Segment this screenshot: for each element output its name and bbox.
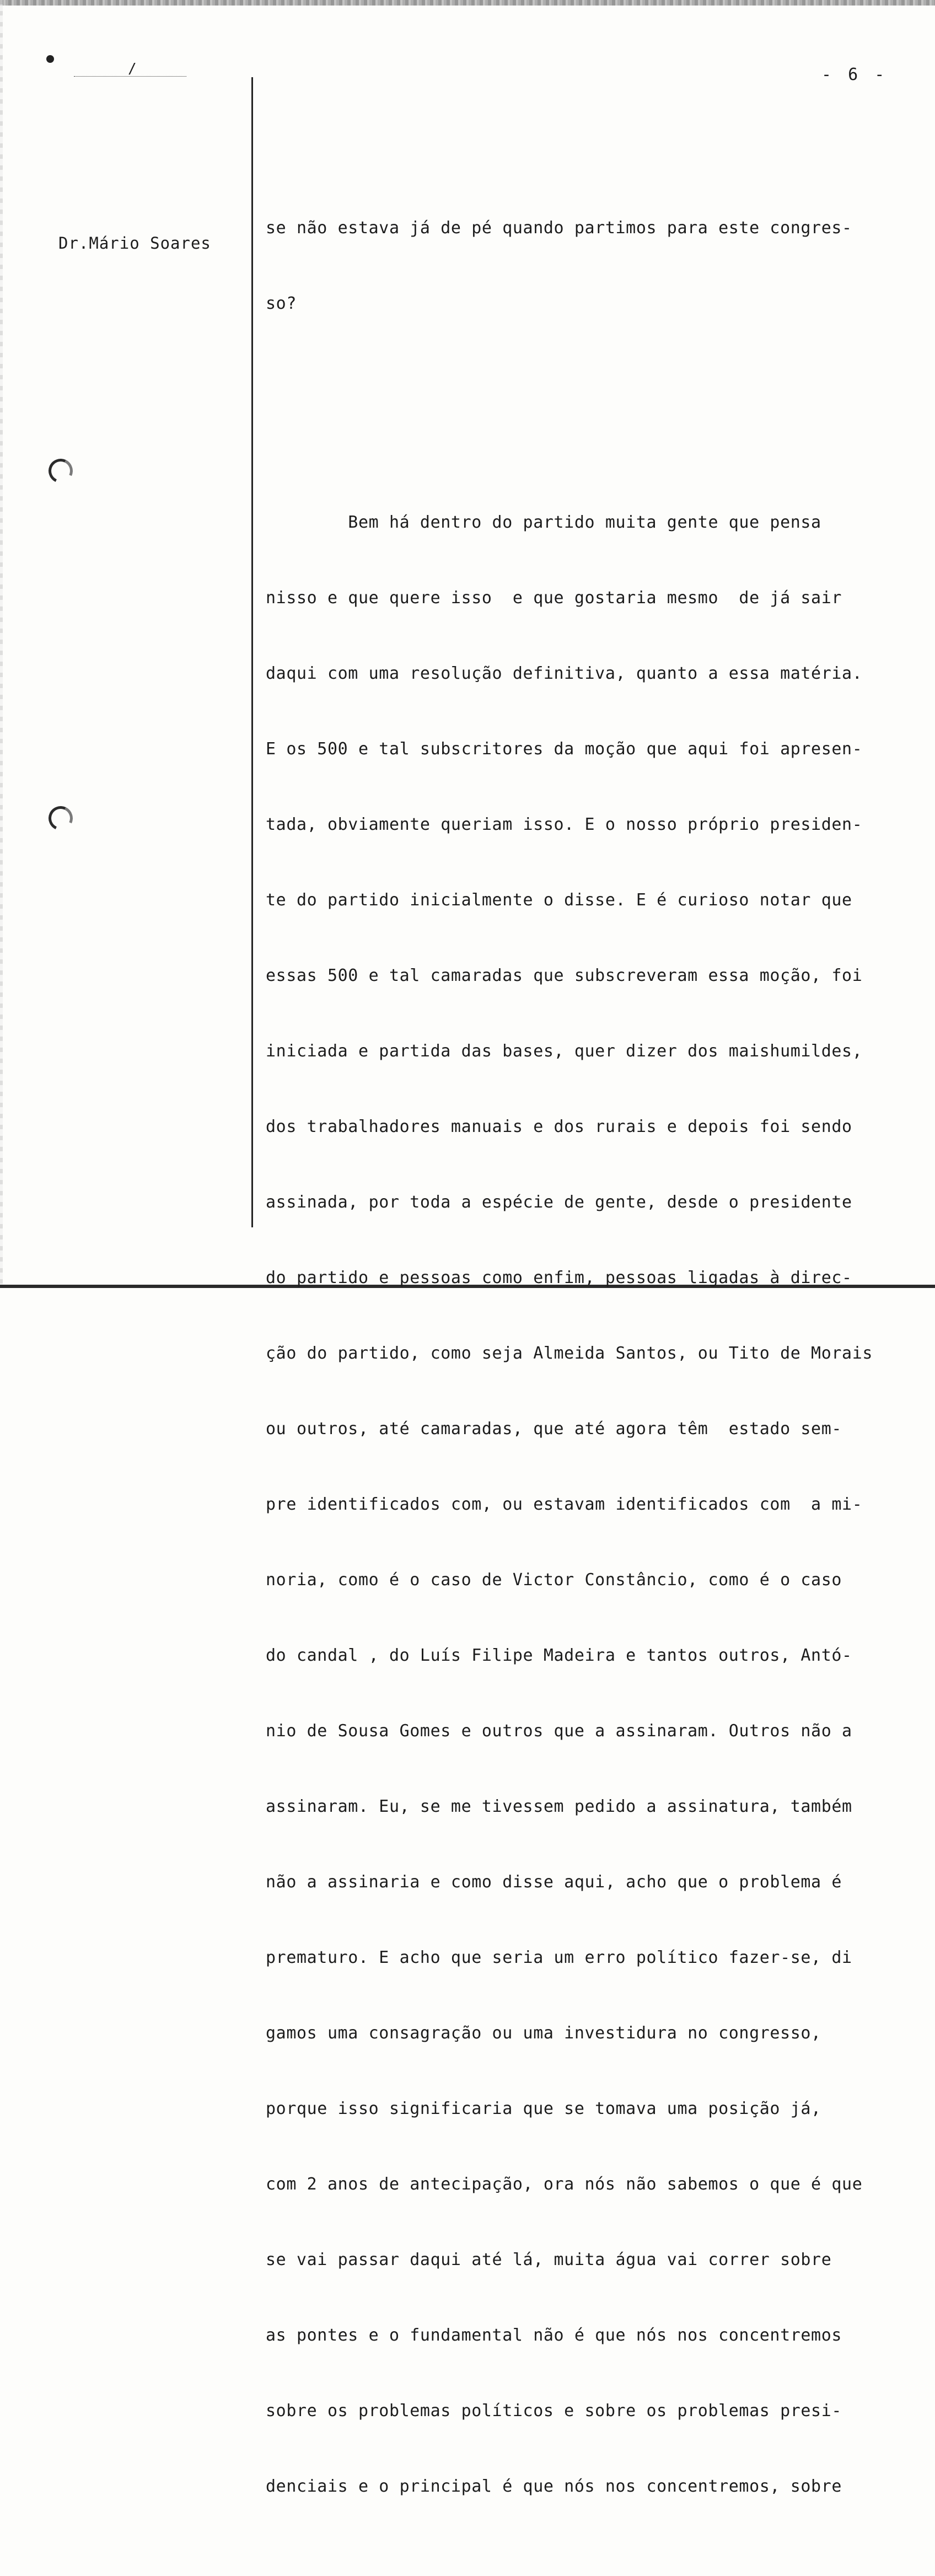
text-line: nio de Sousa Gomes e outros que a assinaram. Outros não a bbox=[266, 1721, 852, 1741]
text-line: denciais e o principal é que nós nos concentremos, sobre bbox=[266, 2477, 842, 2496]
text-line: assinada, por toda a espécie de gente, desde o presidente bbox=[266, 1193, 852, 1212]
text-line: te do partido inicialmente o disse. E é curioso notar que bbox=[266, 890, 852, 910]
text-line: so? bbox=[266, 294, 297, 313]
punch-hole-upper bbox=[45, 455, 76, 486]
text-line: tada, obviamente queriam isso. E o nosso próprio presiden- bbox=[266, 815, 863, 834]
punch-hole-lower bbox=[45, 803, 76, 834]
reference-mark: / bbox=[128, 61, 137, 77]
text-line: E os 500 e tal subscritores da moção que aqui foi apresen- bbox=[266, 739, 863, 759]
text-line: porque isso significaria que se tomava uma posição já, bbox=[266, 2099, 821, 2118]
scan-left-edge bbox=[0, 0, 3, 1288]
margin-divider bbox=[251, 77, 253, 1227]
text-line: do candal , do Luís Filipe Madeira e tantos outros, Antó- bbox=[266, 1646, 852, 1665]
text-line: nisso e que quere isso e que gostaria mesmo de já sair bbox=[266, 588, 842, 608]
transcript-body bbox=[266, 132, 933, 2576]
text-line: com 2 anos de antecipação, ora nós não sabemos o que é que bbox=[266, 2175, 863, 2194]
text-line: noria, como é o caso de Victor Constâncio, como é o caso bbox=[266, 1570, 842, 1590]
text-line: Bem há dentro do partido muita gente que pensa bbox=[266, 513, 821, 532]
text-line: sobre os problemas políticos e sobre os problemas presi- bbox=[266, 2401, 842, 2421]
intro-paragraph bbox=[266, 171, 933, 361]
text-line: do partido e pessoas como enfim, pessoas ligadas à direc- bbox=[266, 1268, 852, 1287]
text-line: as pontes e o fundamental não é que nós nos concentremos bbox=[266, 2326, 842, 2345]
text-line: prematuro. E acho que seria um erro político fazer-se, di bbox=[266, 1948, 852, 1967]
text-line: se não estava já de pé quando partimos para este congres- bbox=[266, 218, 852, 238]
text-line: não a assinaria e como disse aqui, acho que o problema é bbox=[266, 1872, 842, 1892]
text-line: ou outros, até camaradas, que até agora têm estado sem- bbox=[266, 1419, 842, 1439]
text-line: se vai passar daqui até lá, muita água vai correr sobre bbox=[266, 2250, 832, 2269]
text-line: daqui com uma resolução definitiva, quanto a essa matéria. bbox=[266, 664, 863, 683]
text-line: assinaram. Eu, se me tivessem pedido a assinatura, também bbox=[266, 1797, 852, 1816]
text-line: gamos uma consagração ou uma investidura no congresso, bbox=[266, 2024, 821, 2043]
text-line: iniciada e partida das bases, quer dizer dos maishumildes, bbox=[266, 1042, 863, 1061]
scan-top-edge bbox=[0, 0, 935, 6]
text-line: essas 500 e tal camaradas que subscreveram essa moção, foi bbox=[266, 966, 863, 985]
page-number: - 6 - bbox=[821, 65, 888, 84]
speaker-label: Dr.Mário Soares bbox=[58, 234, 211, 253]
text-line: dos trabalhadores manuais e dos rurais e depois foi sendo bbox=[266, 1117, 852, 1136]
reference-field bbox=[74, 62, 186, 77]
text-line: pre identificados com, ou estavam identificados com a mi- bbox=[266, 1495, 863, 1514]
punch-mark bbox=[46, 55, 54, 63]
speech-paragraph bbox=[266, 465, 933, 2543]
text-line: ção do partido, como seja Almeida Santos, ou Tito de Morais bbox=[266, 1344, 873, 1363]
